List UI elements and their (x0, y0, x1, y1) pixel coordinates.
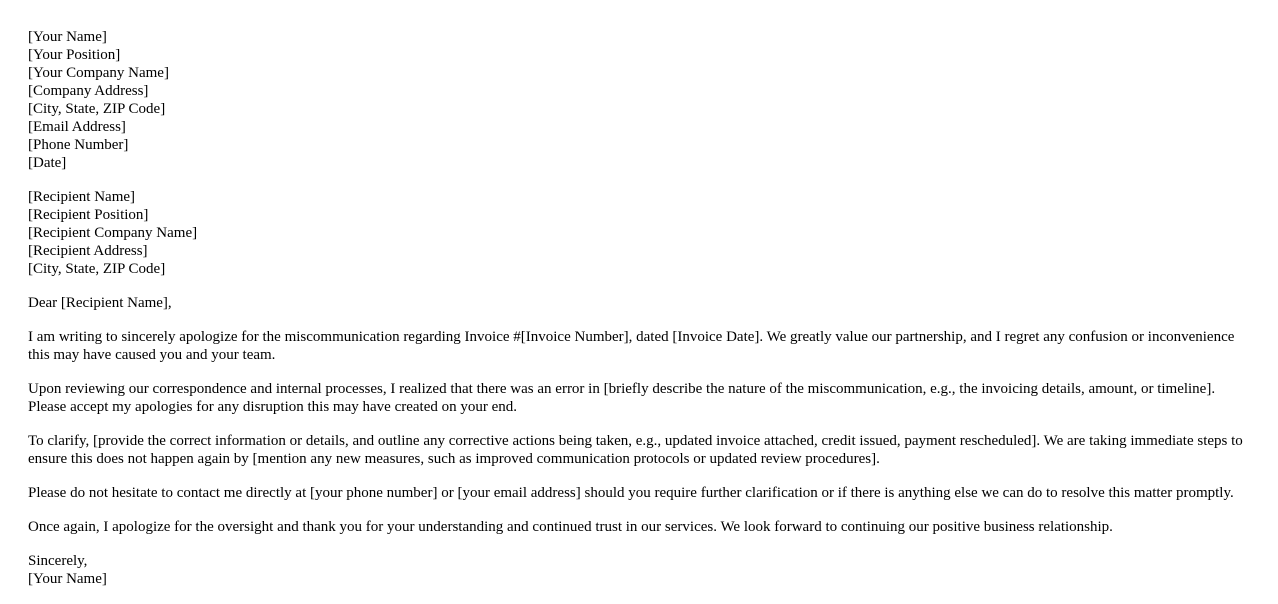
body-paragraph-4: Please do not hesitate to contact me directly at [your phone number] or [your email address] should you require further clarification or if there is anything else we can do to resolve this matter promptly. (28, 485, 1234, 501)
sender-email: [Email Address] (28, 119, 126, 135)
salutation: Dear [Recipient Name], (28, 295, 172, 311)
recipient-company: [Recipient Company Name] (28, 225, 198, 241)
closing: Sincerely, (28, 553, 88, 569)
body-paragraph-2: Upon reviewing our correspondence and internal processes, I realized that there was an error in [briefly describe the nature of the miscommunication, e.g., the invoicing details, amount, or timeline]. Please accept my apologies for any disruption this may have created on your end. (28, 381, 1216, 415)
sender-block (28, 28, 1256, 172)
sender-city-state-zip: [City, State, ZIP Code] (28, 101, 166, 117)
body-paragraph-5: Once again, I apologize for the oversight and thank you for your understanding and continued trust in our services. We look forward to continuing our positive business relationship. (28, 519, 1113, 535)
recipient-block (28, 188, 1256, 278)
body-paragraph-3: To clarify, [provide the correct information or details, and outline any corrective actions being taken, e.g., updated invoice attached, credit issued, payment rescheduled]. We are taking immediate steps to ensure this does not happen again by [mention any new measures, such as improved communication protocols or updated review procedures]. (28, 433, 1243, 467)
sender-position: [Your Position] (28, 47, 121, 63)
recipient-address: [Recipient Address] (28, 243, 148, 259)
sender-phone: [Phone Number] (28, 137, 129, 153)
recipient-city-state-zip: [City, State, ZIP Code] (28, 261, 166, 277)
signature-name: [Your Name] (28, 571, 107, 587)
sender-name: [Your Name] (28, 29, 107, 45)
sender-address: [Company Address] (28, 83, 149, 99)
recipient-position: [Recipient Position] (28, 207, 149, 223)
recipient-name: [Recipient Name] (28, 189, 136, 205)
body-paragraph-1: I am writing to sincerely apologize for the miscommunication regarding Invoice #[Invoice Number], dated [Invoice Date]. We greatly value our partnership, and I regret any confusion or inconvenience this may have caused you and your team. (28, 329, 1235, 363)
sender-company: [Your Company Name] (28, 65, 169, 81)
letter-date: [Date] (28, 155, 67, 171)
closing-block (28, 552, 1256, 588)
letter (28, 28, 1256, 604)
